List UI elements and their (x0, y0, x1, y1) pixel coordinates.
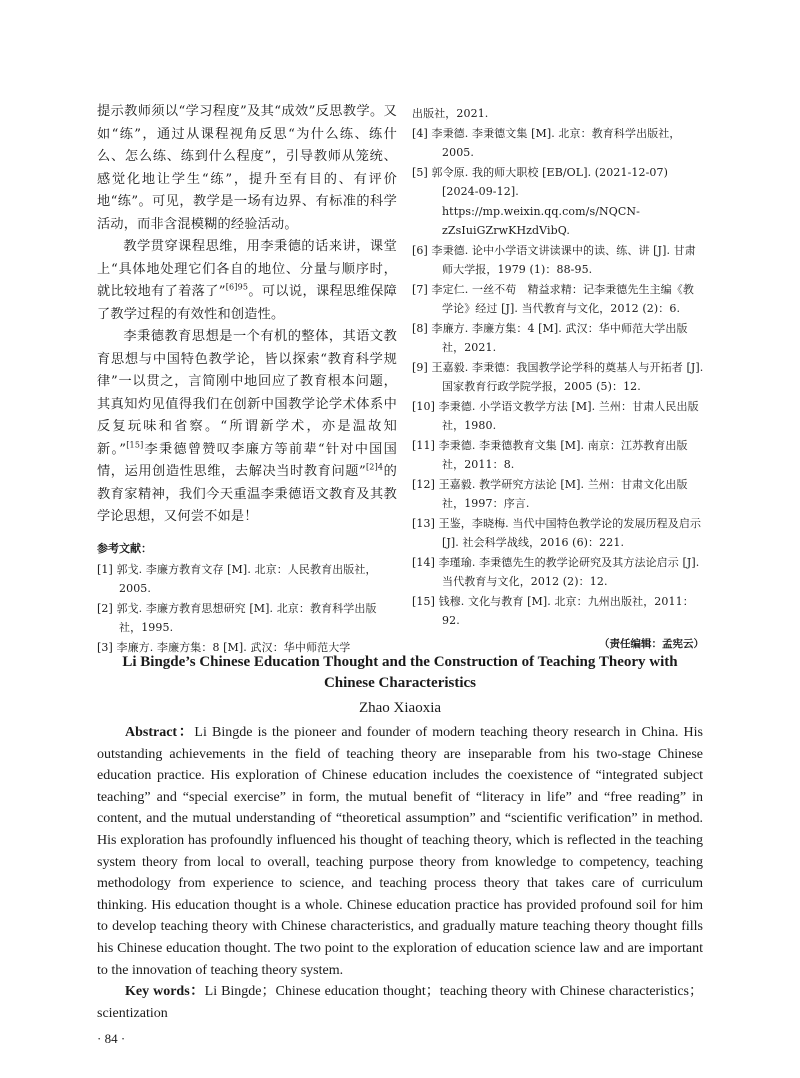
english-title: Li Bingde’s Chinese Education Thought and the Construction of Teaching Theory with Chinese Characteristics (122, 654, 678, 691)
reference-item: [11] 李秉德. 李秉德教育文集 [M]. 南京：江苏教育出版社，2011：8. (412, 438, 688, 471)
english-keywords (97, 981, 703, 1024)
paragraph-text: 教学贯穿课程思维，用李秉德的话来讲，课堂上“具体地处理它们各自的地位、分量与顺序时，就比较地有了着落了” (97, 239, 397, 299)
citation-sup: [15] (126, 440, 144, 450)
reference-item: [7] 李定仁. 一丝不苟 精益求精：记李秉德先生主编《教学论》经过 [J]. 当代教育与文化，2012 (2)：6. (412, 282, 694, 315)
reference-item: [14] 李瑾瑜. 李秉德先生的教学论研究及其方法论启示 [J]. 当代教育与文化，2012 (2)：12. (412, 555, 700, 588)
reference-item: [2] 郭戈. 李廉方教育思想研究 [M]. 北京：教育科学出版社，1995. (97, 601, 377, 634)
reference-item: [1] 郭戈. 李廉方教育文存 [M]. 北京：人民教育出版社，2005. (97, 562, 377, 595)
english-author: Zhao Xiaoxia (358, 700, 442, 716)
abstract-text: Li Bingde is the pioneer and founder of modern teaching theory research in China. His outstanding achievements in the field of teaching theory are inseparable from his two-stage Chinese education practice. His exploration of Chinese education includes the coexistence of “integrated subject teaching” and “special exercise” in form, the mutual benefit of “literacy in life” and “free reading” in content, and the mutual understanding of “theoretical assumption” and “scientific verification” in method. His exploration has profoundly influenced his thought of teaching theory, which is reflected in the teaching system theory from local to overall, teaching purpose theory from knowledge to competency, teaching methodology from experience to science, and teaching process theory that takes care of curriculum thinking. His education thought is a whole. Chinese education practice has provided profound soil for him to develop teaching theory with Chinese characteristics, and gradually mature teaching theory thought fills his Chinese education thought. The two point to the exploration of education science law and are important to the innovation of teaching theory system. (97, 725, 703, 978)
paragraph-text: 李秉德曾赞叹李廉方等前辈“针对中国国情，运用创造性思维，去解决当时教育问题” (97, 441, 397, 479)
right-column (412, 104, 704, 651)
paragraph-text: 李秉德教育思想是一个有机的整体，其语文教育思想与中国特色教学论，皆以探索“教育科学规律”一以贯之，言简刚中地回应了教育根本问题，其真知灼见值得我们在创新中国教学论学术体系中反复玩味和省察。“所谓新学术，亦是温故知新。” (97, 329, 397, 457)
reference-item: [10] 李秉德. 小学语文教学方法 [M]. 兰州：甘肃人民出版社，1980. (412, 399, 699, 432)
paragraph-text: 提示教师须以“学习程度”及其“成效”反思教学。又如“练”，通过从课程视角反思“为什么练、练什么、怎么练、练到什么程度”，引导教师从笼统、感觉化地让学生“练”，提升至有目的、有评价地“练”。可见，教学是一场有边界、有标准的科学活动，而非含混模糊的经验活动。 (97, 104, 397, 232)
keywords-label: Key words： (125, 984, 205, 1000)
reference-item: [3] 李廉方. 李廉方集：8 [M]. 武汉：华中师范大学 (97, 640, 351, 654)
abstract-label: Abstract： (125, 725, 195, 740)
body-paragraph (97, 236, 397, 326)
body-paragraph (97, 326, 397, 529)
reference-item: [13] 王鉴，李晓梅. 当代中国特色教学论的发展历程及启示 [J]. 社会科学战线，2016 (6)：221. (412, 516, 702, 549)
paragraph-text: 的教育家精神，我们今天重温李秉德语文教育及其教学论思想，又何尝不如是！ (97, 464, 397, 524)
body-paragraph (97, 101, 397, 236)
citation-sup: [6]95 (225, 282, 249, 292)
references-title: 参考文献： (97, 541, 152, 555)
english-abstract (97, 722, 703, 981)
reference-item: [8] 李廉方. 李廉方集：4 [M]. 武汉：华中师范大学出版社，2021. (412, 321, 688, 354)
page-number: · 84 · (97, 1031, 126, 1046)
reference-item: [6] 李秉德. 论中小学语文讲读课中的读、练、讲 [J]. 甘肃师大学报，1979 (1)：88-95. (412, 243, 696, 276)
reference-item: [5] 郭令原. 我的师大职校 [EB/OL]. (2021-12-07) [2024-09-12]. https://mp.weixin.qq.com/s/NQCN-zZsIuiGZrwKHzdVibQ. (412, 165, 668, 237)
keywords-text: Li Bingde；Chinese education thought；teaching theory with Chinese characteristics；scientization (97, 984, 703, 1021)
reference-item: [15] 钱穆. 文化与教育 [M]. 北京：九州出版社，2011：92. (412, 594, 694, 627)
reference-item: [4] 李秉德. 李秉德文集 [M]. 北京：教育科学出版社，2005. (412, 126, 681, 159)
citation-sup: [2]4 (365, 462, 384, 472)
reference-continuation: 出版社，2021. (412, 107, 489, 120)
english-abstract-section (97, 652, 703, 1024)
paragraph-text: 。可以说，课程思维保障了教学过程的有效性和创造性。 (97, 284, 397, 322)
responsible-editor: （责任编辑：孟宪云） (599, 637, 704, 650)
reference-item: [9] 王嘉毅. 李秉德：我国教学论学科的奠基人与开拓者 [J]. 国家教育行政学院学报，2005 (5)：12. (412, 360, 704, 393)
left-column (97, 101, 397, 657)
reference-item: [12] 王嘉毅. 教学研究方法论 [M]. 兰州：甘肃文化出版社，1997：序言. (412, 477, 688, 510)
